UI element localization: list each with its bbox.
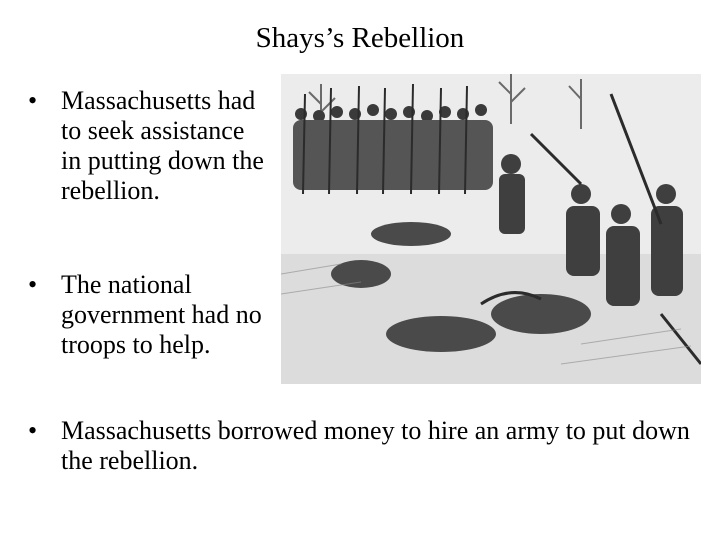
engraving-drawing (281, 74, 701, 384)
battle-engraving-illustration (281, 74, 701, 384)
bullet-text-1: Massachusetts had to seek assistance in putting down the rebellion. (61, 86, 264, 205)
bullet-item-3 (28, 416, 708, 476)
bullet-marker: • (28, 270, 38, 299)
bullet-item-2 (28, 270, 268, 360)
bullet-item-1 (28, 86, 268, 206)
bullet-text-3: Massachusetts borrowed money to hire an army to put down the rebellion. (61, 416, 690, 475)
slide-title: Shays’s Rebellion (255, 22, 465, 54)
bullet-marker: • (28, 416, 38, 445)
bullet-marker: • (28, 86, 38, 115)
bullet-text-2: The national government had no troops to help. (61, 270, 262, 359)
